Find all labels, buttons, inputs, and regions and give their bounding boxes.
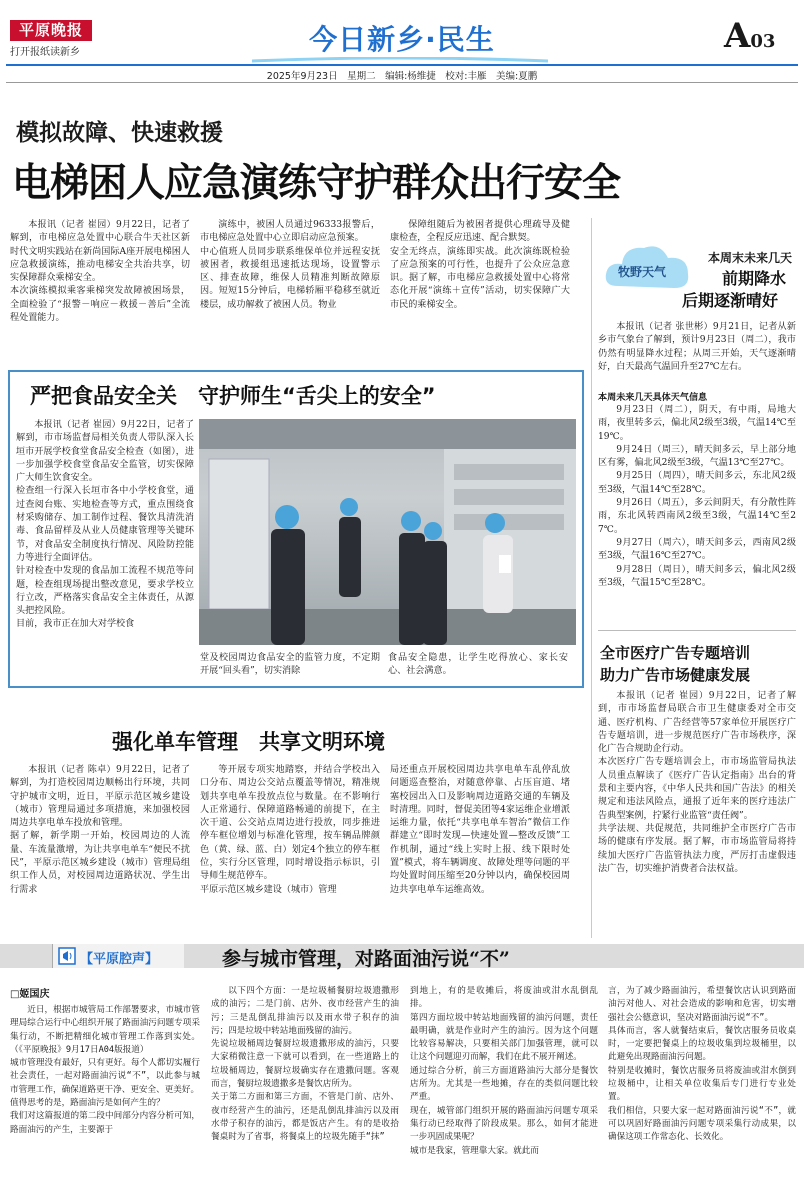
weather-day: 9月25日（周四），晴天间多云，东北风2级至3级，气温14℃至28℃。 bbox=[598, 471, 796, 495]
food-headline: 严把食品安全关 守护师生“舌尖上的安全” bbox=[30, 384, 436, 408]
weather-subhead: 本周未来几天具体天气信息 bbox=[598, 393, 708, 403]
weather-badge bbox=[602, 236, 694, 298]
bike-col3: 局还重点开展校园周边共享电单车乱停乱放问题巡查整治，对随意停靠、占压盲道、堵塞校园出入口及影响周边道路交通的车辆及时清理。同时，督促美团等4家运维企业增派运维力量，依托“共享电单车智治”微信工作群建立“即时发现—快速处置—整改反馈”工作机制，通过“线上实时上报、线下限时处置”模式，将车辆调度、故障处理等问题的平均处置时间压缩至20分钟以内，确保校园周边共享电单车运维高效。 bbox=[390, 765, 570, 895]
elevator-col2: 演练中，被困人员通过96333报警后，市电梯应急处置中心立即启动应急预案。 中心值班人员同步联系维保单位并远程安抚被困者，救援组迅速抵达现场，设置警示区、排查故障，维保人员精准判断故障原因。短短15分钟后，电梯轿厢平稳移至就近楼层，成功解救了被困人员。物业 bbox=[200, 220, 380, 310]
weather-days bbox=[598, 404, 796, 590]
column-col4: 言，为了减少路面油污，希望餐饮店认识到路面油污对他人、对社会造成的影响和危害，切实增强社会公德意识，坚决对路面油污说“不”。 具体而言，客人就餐结束后，餐饮店服务员收桌时，一定要把餐桌上的垃圾收集到垃圾桶里，以此避免出现路面油污问题。 特别是收摊时，餐饮店服务员将废油或泔水倒到垃圾桶中，让相关单位收集后专门进行专业处置。 我们相信，只要大家一起对路面油污说“不”，就可以巩固好路面油污问题专项采集行动成果，以确保这项工作常态化、长效化。 bbox=[608, 986, 796, 1143]
column-col1: 近日，根据市城管局工作部署要求，市城市管理局综合运行中心组织开展了路面油污问题专项采集行动，不断把精细化城市管理工作落到实处。（《平原晚报》9月17日A04版报道） 城市管理没有最好，只有更好。每个人都切实履行社会责任，一起对路面油污说“不”，以此参与城市管理工作，确保道路更干净、更安全、更美好。 值得思考的是，路面油污是如何产生的？ 我们对这篇报道的第二段中间部分内容分析可知，路面油污的产生，主要源于 bbox=[10, 1005, 200, 1135]
ads-head-2: 助力广告市场健康发展 bbox=[600, 666, 751, 684]
weather-day: 9月27日（周六），晴天间多云，西南风2级至3级，气温16℃至27℃。 bbox=[598, 537, 796, 562]
weather-day: 9月24日（周三），晴天间多云，早上部分地区有雾，偏北风2级至3级，气温13℃至27℃。 bbox=[598, 444, 796, 469]
column-col3: 到地上，有的是收摊后，将废油或泔水乱倒乱排。 第四方面垃圾中转站地面残留的油污问题，责任最明确，就是作业时产生的油污。因为这个问题比较容易解决，只要相关部门加强管理，就可以让这个问题迎刃而解，我们在此不展开阐述。 通过综合分析，前三方面道路油污大部分是餐饮店所为。尤其是一些地摊，存在的类似问题比较严重。 现在，城管部门组织开展的路面油污问题专项采集行动已经取得了阶段成果。那么，如何才能进一步巩固成果呢？ 城市是我家，管理靠大家。就此而 bbox=[410, 986, 598, 1156]
weather-intro: 本报讯（记者 张世彬）9月21日，记者从新乡市气象台了解到，预计9月23日（周二），我市仍然有明显降水过程；从周三开始，天气逐渐晴好，白天最高气温回升至27℃左右。 bbox=[598, 322, 796, 372]
elevator-headline: 电梯困人应急演练守护群众出行安全 bbox=[12, 161, 621, 206]
logo: 平原晚报 bbox=[10, 20, 92, 41]
weather-head-1: 前期降水 bbox=[722, 269, 787, 288]
right-column-rule bbox=[591, 218, 592, 938]
weather-day: 9月26日（周五），多云间阴天，有分散性阵雨，东北风转西南风2级至3级，气温14℃至27℃。 bbox=[598, 498, 796, 535]
weather-badge-label: 牧野天气 bbox=[618, 265, 667, 279]
dateline: 2025年9月23日 星期二 编辑:杨维捷 校对:丰雁 美编:夏鹏 bbox=[266, 71, 538, 82]
dateline-rule bbox=[6, 82, 798, 83]
weather-day: 9月23日（周二），阴天，有中雨，局地大雨，夜里转多云，偏北风2级至3级，气温14℃至19℃。 bbox=[598, 405, 796, 442]
section-title: 今日新乡·民生 bbox=[309, 23, 495, 56]
ads-head-1: 全市医疗广告专题培训 bbox=[600, 644, 751, 662]
food-photo bbox=[199, 419, 576, 645]
bike-headline: 强化单车管理 共享文明环境 bbox=[112, 730, 385, 754]
ads-divider bbox=[598, 630, 796, 631]
column-tag: 【平原腔声】 bbox=[80, 952, 159, 967]
weather-head-small: 本周末未来几天 bbox=[708, 251, 793, 265]
food-tail-left: 堂及校园周边食品安全的监管力度，不定期开展“回头看”，切实消除 bbox=[200, 653, 380, 677]
weather-head-2: 后期逐渐晴好 bbox=[682, 291, 779, 310]
page-digits: 03 bbox=[750, 31, 776, 52]
column-col2: 以下四个方面：一是垃圾桶餐厨垃圾遗撒形成的油污；二是门前、店外、夜市经营产生的油污；三是乱倒乱排油污以及雨水带子积存的油污；四是垃圾中转站地面残留的油污。 先说垃圾桶周边餐厨垃圾遗撒形成的油污，只要大家稍微注意一下就可以看到，在一些道路上的垃圾桶周边，餐厨垃圾确实存在遗撒问题。客观而言，餐厨垃圾遗撒多是餐饮店所为。 关于第二方面和第三方面，不管是门前、店外、夜市经营产生的油污，还是乱倒乱排油污以及雨水带子积存的油污，都是饭店产生。有的是收拾餐桌时为了省事，将餐桌上的垃圾先随手“抹” bbox=[211, 986, 399, 1143]
page-letter: A bbox=[724, 16, 751, 56]
masthead-rule bbox=[6, 64, 798, 66]
elevator-kicker: 模拟故障、快速救援 bbox=[16, 119, 223, 146]
weather-day: 9月28日（周日），晴天间多云，偏北风2级至3级，气温15℃至28℃。 bbox=[598, 564, 796, 588]
bike-col1: 本报讯（记者 陈卓）9月22日，记者了解到，为打造校园周边顺畅出行环境，共同守护城市文明，近日，平原示范区城乡建设（城市）管理局通过多项措施，来加强校园周边共享电单车投放和管理。 据了解，新学期一开始，校园周边的人流量、车流量激增，为让共享电单车“便民不扰民”，平原示范区城乡建设（城市）管理局组织工作人员，对校园周边道路状况、学生出行需求 bbox=[10, 765, 190, 895]
column-byline: □姬国庆 bbox=[10, 989, 50, 1000]
kitchen-scene bbox=[199, 419, 576, 645]
bike-col2: 等开展专项实地踏察，并结合学校出入口分布、周边公交站点覆盖等情况，精准规划共享电单车投放点位与数量。在不影响行人正常通行、保障道路畅通的前提下，在主次干道、公交站点周边进行投放，同步推进停车框位增划与标准化管理，按车辆品牌颜色（黄、绿、蓝、白）划定4个独立的停车框位，实行分区管理，同时增设指示标识，引导师生规范停车。 平原示范区城乡建设（城市）管理 bbox=[200, 765, 380, 895]
column-headline: 参与城市管理，对路面油污说“不” bbox=[222, 948, 510, 970]
food-text: 本报讯（记者 崔园）9月22日，记者了解到，市市场监督局相关负责人带队深入长垣市开展学校食堂食品安全检查（如图），进一步加强学校食堂食品安全监管，切实保障广大师生饮食安全。 检查组一行深入长垣市各中小学校食堂，通过查阅台账、实地检查等方式，重点围绕食材采购储存、加工制作过程、餐饮具清洗消毒、食品留样及从业人员健康管理等关键环节，对食品安全制度执行情况、风险防控能力等进行全面评估。 针对检查中发现的食品加工流程不规范等问题，检查组现场提出整改意见，要求学校立行立改，严格落实食品安全主体责任，从源头把控风险。 目前，我市正在加大对学校食 bbox=[16, 420, 194, 630]
elevator-col3: 保障组随后为被困者提供心理疏导及健康检查，全程反应迅速、配合默契。 安全无终点，演练即实战。此次演练既检验了应急预案的可行性，也提升了公众应急意识。据了解，市电梯应急救援处置中心将常态化开展“演练＋宣传”活动，切实保障广大市民的乘梯安全。 bbox=[390, 220, 570, 310]
elevator-col1: 本报讯（记者 崔园）9月22日，记者了解到，市电梯应急处置中心联合牛天社区新时代文明实践站在新尚国际A座开展电梯困人应急救援演练，推动电梯安全共治共享，切实保障群众乘梯安全。 本次演练模拟乘客乘梯突发故障被困场景，全面检验了“报警－响应－救援－善后”全流程处置能力。 bbox=[10, 220, 190, 324]
slogan: 打开报纸读新乡 bbox=[10, 47, 80, 58]
megaphone-icon bbox=[57, 946, 77, 966]
page-number bbox=[724, 16, 775, 56]
food-tail-right: 食品安全隐患，让学生吃得放心、家长安心、社会满意。 bbox=[388, 653, 568, 677]
ads-text: 本报讯（记者 崔园）9月22日，记者了解到，市市场监督局联合市卫生健康委对全市交通、医疗机构、广告经营等57家单位开展医疗广告专题培训，进一步规范医疗广告市场秩序，深化广告合规助企行动。 本次医疗广告专题培训会上，市市场监管局执法人员重点解读了《医疗广告认定指南》出台的背景和主要内容，《中华人民共和国广告法》的相关规定和违法风险点，通报了近年来的医疗违法广告典型案例，拧紧行业监管“责任阀”。 共学法规、共促规范，共同维护全市医疗广告市场的健康有序发展。据了解，市市场监管局将持续加大医疗广告监管执法力度，严厉打击虚假违法广告，切实维护消费者合法权益。 bbox=[598, 691, 796, 874]
